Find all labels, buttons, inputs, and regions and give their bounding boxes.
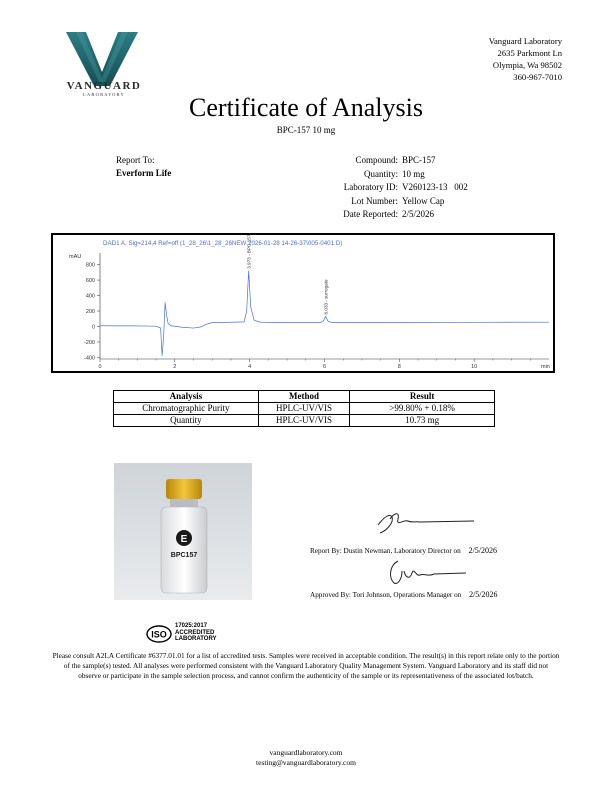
detail-value: Yellow Cap — [402, 195, 445, 206]
lab-name: Vanguard Laboratory — [488, 36, 562, 46]
lab-phone: 360-967-7010 — [513, 72, 562, 82]
y-tick-label: 0 — [91, 324, 95, 331]
chromatogram — [51, 233, 555, 373]
detail-row — [250, 208, 468, 222]
approved-by-line — [310, 590, 498, 599]
document-title: Certificate of Analysis — [189, 93, 423, 122]
column-header: Result — [350, 391, 495, 403]
peak-label: 6.033 - surrogate — [323, 279, 329, 315]
x-tick-label: 2 — [173, 364, 177, 370]
table-cell: Chromatographic Purity — [114, 403, 259, 415]
table-row — [114, 415, 495, 427]
footer — [0, 748, 612, 768]
logo-subtitle: LABORATORY — [83, 92, 125, 97]
y-tick-label: 600 — [85, 278, 95, 285]
y-tick-label: 400 — [85, 293, 95, 300]
x-tick-label: 10 — [471, 364, 478, 370]
client-name: Everform Life — [116, 168, 172, 178]
vial-image — [114, 463, 252, 600]
lab-city: Olympia, Wa 98502 — [492, 60, 562, 70]
table-header-row — [114, 391, 495, 403]
table-cell: HPLC-UV/VIS — [258, 403, 349, 415]
footer-website: vanguardlaboratory.com — [269, 748, 343, 757]
iso-mark: ISO — [151, 629, 167, 640]
table-cell: >99.80% + 0.18% — [350, 403, 495, 415]
lab-address — [489, 35, 562, 83]
detail-label: Lot Number: — [351, 195, 398, 206]
detail-label: Compound: — [355, 155, 398, 165]
iso-text — [175, 623, 217, 643]
chromatogram-plot — [53, 235, 553, 371]
disclaimer-text: Please consult A2LA Certificate #6377.01.01 for a list of accredited tests. Samples were received in acceptable condition. The result(s) in this report relate only to the portion of the sample(s) tested. All analyses were performed consistent with the Vanguard Laboratory Quality Management System. Vanguard Laboratory and its staff did not observe or participate in the sample selection process, and cannot confirm the authenticity of the sample or its representativeness of the associated lot/batch. — [52, 651, 560, 681]
y-axis-label: mAU — [69, 254, 82, 260]
detail-row — [250, 154, 468, 168]
x-tick-label: 6 — [322, 364, 327, 370]
report-by-text: Report By: Dustin Newman, Laboratory Director on — [310, 547, 461, 555]
detail-value: V260123-13 002 — [402, 182, 468, 192]
x-tick-label: 4 — [248, 364, 252, 370]
peak-label: 3.973 - BPC-157 — [246, 235, 252, 269]
detail-row — [250, 195, 468, 209]
logo-wordmark: VANGUARD — [66, 80, 142, 92]
y-tick-label: 800 — [85, 262, 95, 269]
results-table — [113, 390, 495, 427]
approved-date: 2/5/2026 — [469, 590, 498, 599]
x-tick-label: 0 — [98, 364, 102, 370]
chart-title: DAD1 A, Sig=214,4 Ref=off (1_28_26\1_28_26NEW 2026-01-28 14-26-37\005-0401.D) — [103, 240, 343, 247]
detail-row — [250, 168, 468, 182]
detail-value: 10 mg — [402, 168, 425, 179]
detail-value: 2/5/2026 — [402, 209, 435, 219]
report-by-line — [310, 546, 497, 555]
vial-label-text: BPC157 — [170, 552, 198, 559]
detail-label: Quantity: — [364, 168, 398, 179]
iso-logo-icon — [146, 625, 172, 643]
approved-by-text: Approved By: Tori Johnson, Operations Manager on — [310, 591, 462, 599]
iso-standard: 17025:2017 — [175, 623, 208, 629]
report-date: 2/5/2026 — [468, 546, 497, 555]
x-tick-label: 8 — [397, 364, 401, 370]
iso-laboratory: LABORATORY — [175, 636, 217, 642]
column-header: Method — [258, 391, 349, 403]
report-to-block — [116, 154, 171, 180]
footer-email: testing@vanguardlaboratory.com — [256, 758, 356, 767]
document-subtitle: BPC-157 10 mg — [276, 125, 336, 135]
table-cell: HPLC-UV/VIS — [258, 415, 349, 427]
iso-accreditation-badge — [146, 622, 236, 646]
sample-details — [250, 154, 468, 222]
y-tick-label: -200 — [83, 339, 95, 346]
lab-street: 2635 Parkmont Ln — [497, 48, 562, 58]
detail-value: BPC-157 — [402, 155, 436, 165]
sample-vial-photo — [114, 463, 252, 600]
detail-row — [250, 181, 468, 195]
table-cell: 10.73 mg — [350, 415, 495, 427]
vial-logo-letter: E — [180, 534, 188, 545]
table-row — [114, 403, 495, 415]
x-axis-label: min — [541, 364, 550, 370]
detail-label: Laboratory ID: — [343, 182, 398, 192]
y-tick-label: 200 — [85, 309, 95, 316]
signature-johnson — [380, 557, 470, 594]
y-tick-label: -400 — [83, 355, 95, 362]
signature-newman — [370, 505, 480, 542]
iso-accredited: ACCREDITED — [175, 629, 215, 636]
detail-label: Date Reported: — [343, 209, 398, 219]
column-header: Analysis — [114, 391, 259, 403]
table-cell: Quantity — [114, 415, 259, 427]
report-to-label: Report To: — [116, 155, 155, 165]
